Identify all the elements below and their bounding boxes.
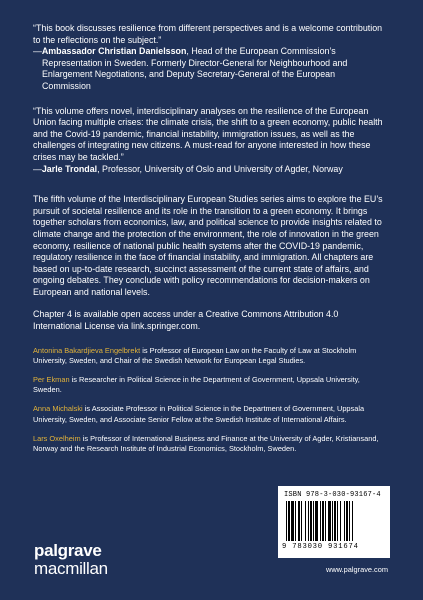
cover-text: [33, 23, 385, 463]
editor-name: Per Ekman: [33, 375, 70, 385]
editor-bio: [33, 375, 385, 395]
dash: —: [33, 163, 42, 174]
barcode-icon: [286, 501, 382, 541]
editor-bios: [33, 346, 385, 455]
endorser-role-1: , Head of the European Commission’s Representation in Sweden. Formerly Director-General for Neighbourhood and Enlargement Negotiations, and Deputy Secretary-General of the European Commission: [42, 46, 348, 91]
endorsement-attribution-2: [33, 163, 385, 176]
endorser-role-2: , Professor, University of Oslo and University of Agder, Norway: [97, 163, 343, 174]
editor-name: Lars Oxelheim: [33, 433, 81, 443]
isbn-label: ISBN 978-3-030-93167-4: [284, 491, 381, 499]
book-description: The fifth volume of the Interdisciplinary European Studies series aims to explore the EU’s pursuit of societal resilience and its role in the transition to a green economy. It brings together scholars from economics, law, and political science to provide insights related to climate change and the protection of the environment, the role of innovation in the green economy, resilience of national public health systems after the COVID-19 pandemic, regulatory resilience in the face of financial instability, and immigration. All chapters are based on up-to-date research, succinct assessment of the current state of affairs, and ongoing debates. They conclude with policy recommendations for decision-makers on European and national levels.: [33, 194, 383, 297]
dash: —: [33, 46, 42, 57]
editor-bio: [33, 434, 385, 454]
logo-line-palgrave: palgrave: [34, 541, 102, 560]
editor-name: Anna Michalski: [33, 404, 83, 414]
endorsement-quote-2: “This volume offers novel, interdisciplinary analyses on the resilience of the European Union facing multiple crises: the climate crisis, the shift to a green economy, public health and the Covid-19 pandemic, financial instability, immigration issues, as well as the challenges of integrating new citizens. A must-read for anyone interested in how these crises may be tackled.”: [33, 105, 383, 162]
logo-line-macmillan: macmillan: [34, 559, 108, 578]
publisher-url: www.palgrave.com: [326, 565, 389, 574]
editor-bio-text: is Professor of European Law on the Faculty of Law at Stockholm University, Sweden, and Chair of the Swedish Network for European Legal Studies.: [33, 345, 357, 365]
editor-bio-text: is Professor of International Business and Finance at the University of Agder, Kristiansand, Norway and the Research Institute of Industrial Economics, Stockholm, Sweden.: [33, 433, 379, 454]
barcode-panel: [278, 486, 390, 558]
editor-bio: [33, 404, 385, 424]
barcode-number: 9 783030 931674: [282, 543, 359, 551]
palgrave-macmillan-logo: [34, 542, 108, 578]
open-access-note: Chapter 4 is available open access under a Creative Commons Attribution 4.0 International License via link.springer.com.: [33, 309, 339, 332]
editor-bio: [33, 346, 385, 366]
editor-bio-text: is Associate Professor in Political Science in the Department of Government, Uppsala University, Sweden, and Associate Senior Fellow at the Swedish Institute of International Affairs.: [33, 404, 365, 424]
endorser-name-2: Jarle Trondal: [41, 163, 98, 174]
editor-bio-text: is Researcher in Political Science in the Department of Government, Uppsala University, Sweden.: [33, 375, 360, 395]
endorser-name-1: Ambassador Christian Danielsson: [41, 46, 187, 57]
editor-name: Antonina Bakardjieva Engelbrekt: [33, 345, 141, 355]
endorsement-attribution-1: [33, 46, 385, 92]
endorsement-quote-1: “This book discusses resilience from different perspectives and is a welcome contribution to the reflections on the subject.”: [33, 23, 383, 45]
